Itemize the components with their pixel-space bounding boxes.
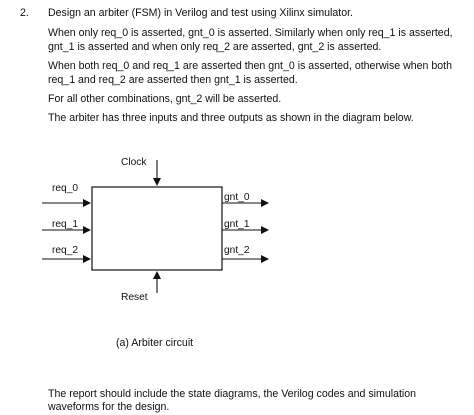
footer-text: The report should include the state diagrams, the Verilog codes and simulation waveforms for the design. <box>48 387 417 414</box>
question-number: 2. <box>20 7 29 19</box>
gnt-0-label: gnt_0 <box>224 192 250 203</box>
paragraph-1: When only req_0 is asserted, gnt_0 is asserted. Similarly when only req_1 is asserted, gnt_1 is asserted and when only req_2 are asserted, gnt_2 is asserted. <box>48 27 453 53</box>
gnt-2-label: gnt_2 <box>224 245 250 256</box>
req-1-label: req_1 <box>52 219 79 230</box>
reset-label: Reset <box>121 292 148 303</box>
question-title: Design an arbiter (FSM) in Verilog and test using Xilinx simulator. <box>48 7 353 19</box>
arbiter-box <box>92 187 222 270</box>
req-0-label: req_0 <box>52 183 79 194</box>
paragraph-2: When both req_0 and req_1 are asserted then gnt_0 is asserted, otherwise when both req_1 and req_2 are asserted then gnt_1 is asserted. <box>48 60 453 86</box>
clock-label: Clock <box>121 157 147 168</box>
paragraph-3: For all other combinations, gnt_2 will be asserted. <box>48 93 282 105</box>
diagram-caption: (a) Arbiter circuit <box>116 337 194 349</box>
paragraph-4: The arbiter has three inputs and three outputs as shown in the diagram below. <box>48 112 414 124</box>
req-2-label: req_2 <box>52 245 79 256</box>
gnt-1-label: gnt_1 <box>224 219 250 230</box>
